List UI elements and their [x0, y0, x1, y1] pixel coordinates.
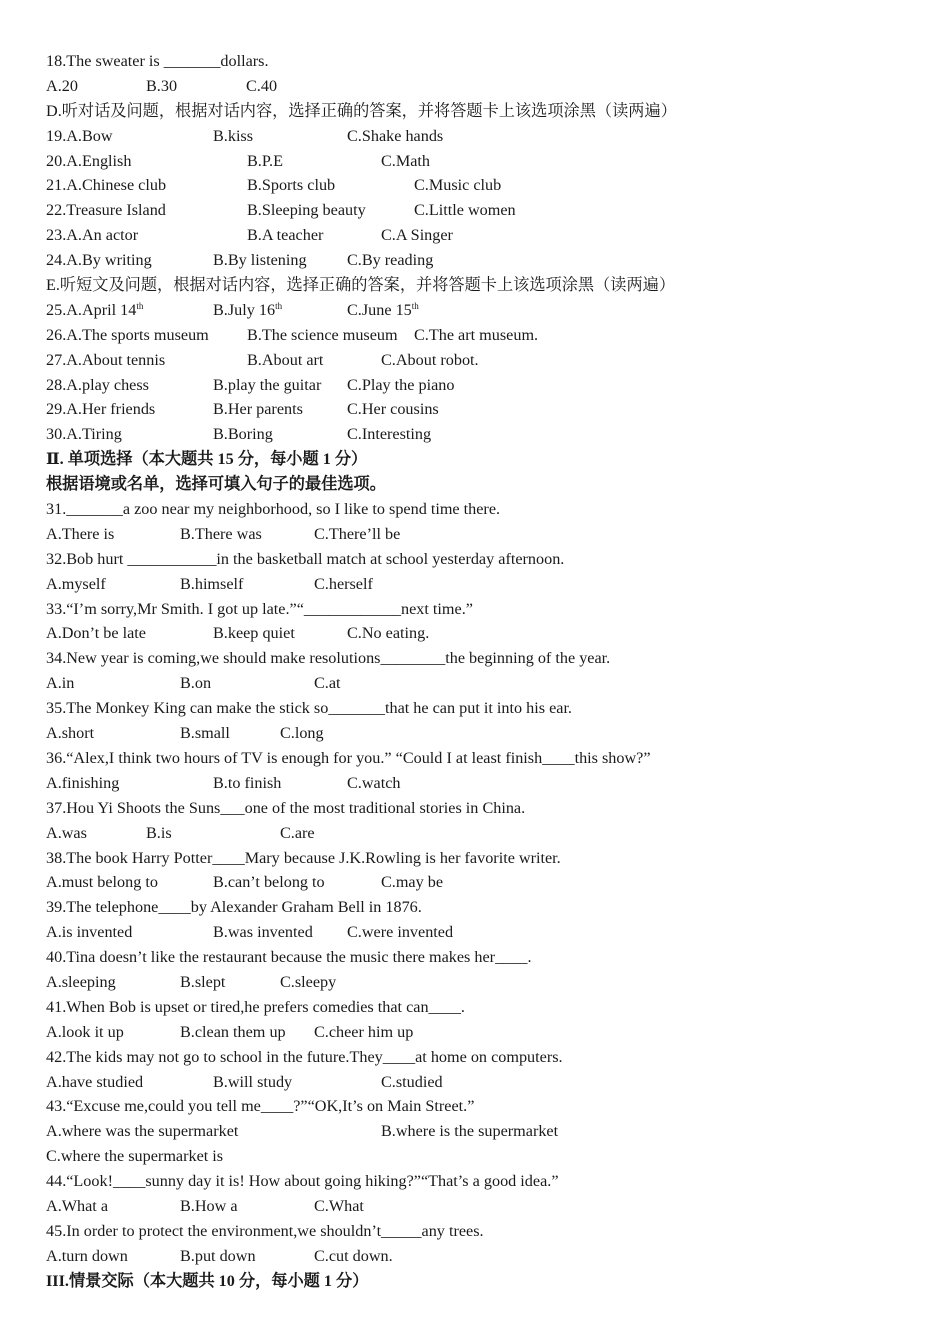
options-row [46, 671, 926, 696]
question-text: 42.The kids may not go to school in the future.They____at home on computers. [46, 1047, 563, 1066]
question-line [46, 597, 926, 622]
question-text: 43.“Excuse me,could you tell me____?”“OK,It’s on Main Street.” [46, 1097, 475, 1116]
options-row [46, 821, 926, 846]
options-row [46, 1119, 926, 1144]
option-b: B.Boring [213, 425, 273, 444]
option-b: B.keep quiet [213, 624, 295, 643]
question-text: 34.New year is coming,we should make resolutions________the beginning of the year. [46, 649, 611, 668]
option-b: B.was invented [213, 923, 313, 942]
option-b: B.July 16th [213, 300, 283, 319]
options-row [46, 1144, 926, 1169]
heading-text: 根据语境或名单，选择可填入句子的最佳选项。 [46, 475, 386, 494]
option-b: B.can’t belong to [213, 873, 325, 892]
options-row [46, 771, 926, 796]
question-line [46, 1169, 926, 1194]
question-text: 33.“I’m sorry,Mr Smith. I got up late.”“____________next time.” [46, 599, 473, 618]
option-c: C.Math [381, 151, 431, 170]
section-heading [46, 447, 926, 472]
option-b: B.Her parents [213, 400, 303, 419]
option-a: A.in [46, 674, 75, 693]
option-b: B.How a [180, 1196, 238, 1215]
option-a: 28.A.play chess [46, 375, 149, 394]
question-line [46, 846, 926, 871]
options-row [46, 373, 926, 398]
option-b: B.play the guitar [213, 375, 322, 394]
option-a: 26.A.The sports museum [46, 325, 209, 344]
option-c: C.sleepy [280, 972, 337, 991]
option-a: 22.Treasure Island [46, 201, 166, 220]
option-a: 24.A.By writing [46, 251, 152, 270]
option-a: 20.A.English [46, 151, 132, 170]
options-row [46, 1070, 926, 1095]
options-row [46, 870, 926, 895]
option-c: C.The art museum. [414, 325, 539, 344]
option-c: C.Little women [414, 201, 516, 220]
heading-text: Ⅱ. 单项选择（本大题共 15 分，每小题 1 分） [46, 450, 368, 469]
heading-text: III.情景交际（本大题共 10 分，每小题 1 分） [46, 1271, 369, 1290]
options-row [46, 397, 926, 422]
question-text: 45.In order to protect the environment,we shouldn’t_____any trees. [46, 1221, 484, 1240]
option-b: B.About art [247, 350, 324, 369]
option-b: B.A teacher [247, 226, 324, 245]
option-a: 29.A.Her friends [46, 400, 156, 419]
option-c: C.Her cousins [347, 400, 439, 419]
option-b: B.himself [180, 574, 244, 593]
section-instruction [46, 99, 926, 124]
option-c: C.cut down. [314, 1246, 393, 1265]
option-c: C.What [314, 1196, 364, 1215]
option-c: C.Shake hands [347, 126, 444, 145]
options-row [46, 970, 926, 995]
options-row [46, 124, 926, 149]
question-text: 32.Bob hurt ___________in the basketball match at school yesterday afternoon. [46, 549, 565, 568]
question-line [46, 646, 926, 671]
option-a: 21.A.Chinese club [46, 176, 167, 195]
options-row [46, 721, 926, 746]
question-line [46, 1045, 926, 1070]
option-c: C.at [314, 674, 341, 693]
option-b: B.is [146, 823, 172, 842]
option-a: A.Don’t be late [46, 624, 146, 643]
option-a: 23.A.An actor [46, 226, 139, 245]
option-b: B.The science museum [247, 325, 398, 344]
question-text: 37.Hou Yi Shoots the Suns___one of the most traditional stories in China. [46, 798, 526, 817]
ordinal-suffix: th [275, 300, 283, 311]
options-row [46, 1194, 926, 1219]
option-c: C.Play the piano [347, 375, 455, 394]
option-b: B.Sleeping beauty [247, 201, 366, 220]
option-a: A.must belong to [46, 873, 158, 892]
options-row [46, 298, 926, 323]
option-a: A.turn down [46, 1246, 128, 1265]
option-c: C.herself [314, 574, 373, 593]
option-c: C.40 [246, 76, 278, 95]
option-a: A.where was the supermarket [46, 1122, 239, 1141]
section-heading [46, 1269, 926, 1294]
options-row [46, 323, 926, 348]
option-b: B.There was [180, 524, 262, 543]
option-b: B.30 [146, 76, 178, 95]
exam-document [46, 49, 926, 1294]
option-b: B.to finish [213, 773, 282, 792]
options-row [46, 348, 926, 373]
option-a: 25.A.April 14th [46, 300, 144, 319]
options-row [46, 621, 926, 646]
option-b: B.slept [180, 972, 226, 991]
option-a: A.There is [46, 524, 115, 543]
option-a: A.myself [46, 574, 106, 593]
option-c: C.A Singer [381, 226, 453, 245]
option-a: A.short [46, 724, 95, 743]
ordinal-suffix: th [411, 300, 419, 311]
option-c: C.Interesting [347, 425, 432, 444]
option-c: C.June 15th [347, 300, 419, 319]
option-a: 27.A.About tennis [46, 350, 166, 369]
option-a: A.is invented [46, 923, 133, 942]
question-line [46, 497, 926, 522]
options-row [46, 248, 926, 273]
option-b: B.kiss [213, 126, 254, 145]
option-c: C.No eating. [347, 624, 430, 643]
options-row [46, 422, 926, 447]
option-a: 30.A.Tiring [46, 425, 122, 444]
options-row [46, 74, 926, 99]
options-row [46, 173, 926, 198]
option-b: B.will study [213, 1072, 293, 1091]
section-instruction [46, 273, 926, 298]
question-text: 36.“Alex,I think two hours of TV is enough for you.” “Could I at least finish____this show?” [46, 748, 651, 767]
question-line [46, 895, 926, 920]
question-line [46, 1094, 926, 1119]
options-row [46, 572, 926, 597]
question-text: 18.The sweater is _______dollars. [46, 52, 269, 70]
option-b: B.put down [180, 1246, 256, 1265]
option-c: C.By reading [347, 251, 434, 270]
option-a: C.where the supermarket is [46, 1147, 224, 1166]
option-a: A.was [46, 823, 87, 842]
option-c: C.are [280, 823, 315, 842]
instruction-text: D.听对话及问题，根据对话内容，选择正确的答案，并将答题卡上该选项涂黑（读两遍） [46, 101, 677, 120]
option-a: A.look it up [46, 1022, 124, 1041]
option-b: B.small [180, 724, 230, 743]
question-text: 44.“Look!____sunny day it is! How about going hiking?”“That’s a good idea.” [46, 1172, 559, 1191]
question-text: 39.The telephone____by Alexander Graham Bell in 1876. [46, 898, 422, 917]
option-c: C.may be [381, 873, 444, 892]
question-line [46, 547, 926, 572]
option-c: C.studied [381, 1072, 443, 1091]
options-row [46, 149, 926, 174]
option-b: B.P.E [247, 151, 283, 170]
options-row [46, 1020, 926, 1045]
option-c: C.Music club [414, 176, 502, 195]
option-c: C.cheer him up [314, 1022, 414, 1041]
options-row [46, 920, 926, 945]
section-heading [46, 472, 926, 497]
option-b: B.Sports club [247, 176, 336, 195]
option-a: A.have studied [46, 1072, 144, 1091]
option-c: C.long [280, 724, 324, 743]
question-line [46, 49, 926, 74]
question-line [46, 746, 926, 771]
question-text: 38.The book Harry Potter____Mary because J.K.Rowling is her favorite writer. [46, 848, 561, 867]
option-c: C.There’ll be [314, 524, 401, 543]
option-a: A.sleeping [46, 972, 116, 991]
instruction-text: E.听短文及问题，根据对话内容，选择正确的答案，并将答题卡上该选项涂黑（读两遍） [46, 276, 676, 295]
question-text: 41.When Bob is upset or tired,he prefers comedies that can____. [46, 997, 465, 1016]
option-b: B.clean them up [180, 1022, 286, 1041]
options-row [46, 522, 926, 547]
question-text: 35.The Monkey King can make the stick so_______that he can put it into his ear. [46, 699, 572, 718]
option-b: B.where is the supermarket [381, 1122, 559, 1141]
question-line [46, 796, 926, 821]
ordinal-suffix: th [136, 300, 144, 311]
option-a: 19.A.Bow [46, 126, 113, 145]
question-line [46, 995, 926, 1020]
question-text: 31._______a zoo near my neighborhood, so I like to spend time there. [46, 500, 501, 519]
question-line [46, 696, 926, 721]
option-c: C.watch [347, 773, 401, 792]
question-text: 40.Tina doesn’t like the restaurant because the music there makes her____. [46, 948, 532, 967]
option-b: B.By listening [213, 251, 307, 270]
option-b: B.on [180, 674, 212, 693]
question-line [46, 945, 926, 970]
option-c: C.were invented [347, 923, 454, 942]
option-a: A.What a [46, 1196, 109, 1215]
option-a: A.20 [46, 76, 78, 95]
options-row [46, 223, 926, 248]
question-line [46, 1219, 926, 1244]
options-row [46, 1244, 926, 1269]
option-c: C.About robot. [381, 350, 479, 369]
option-a: A.finishing [46, 773, 120, 792]
options-row [46, 198, 926, 223]
